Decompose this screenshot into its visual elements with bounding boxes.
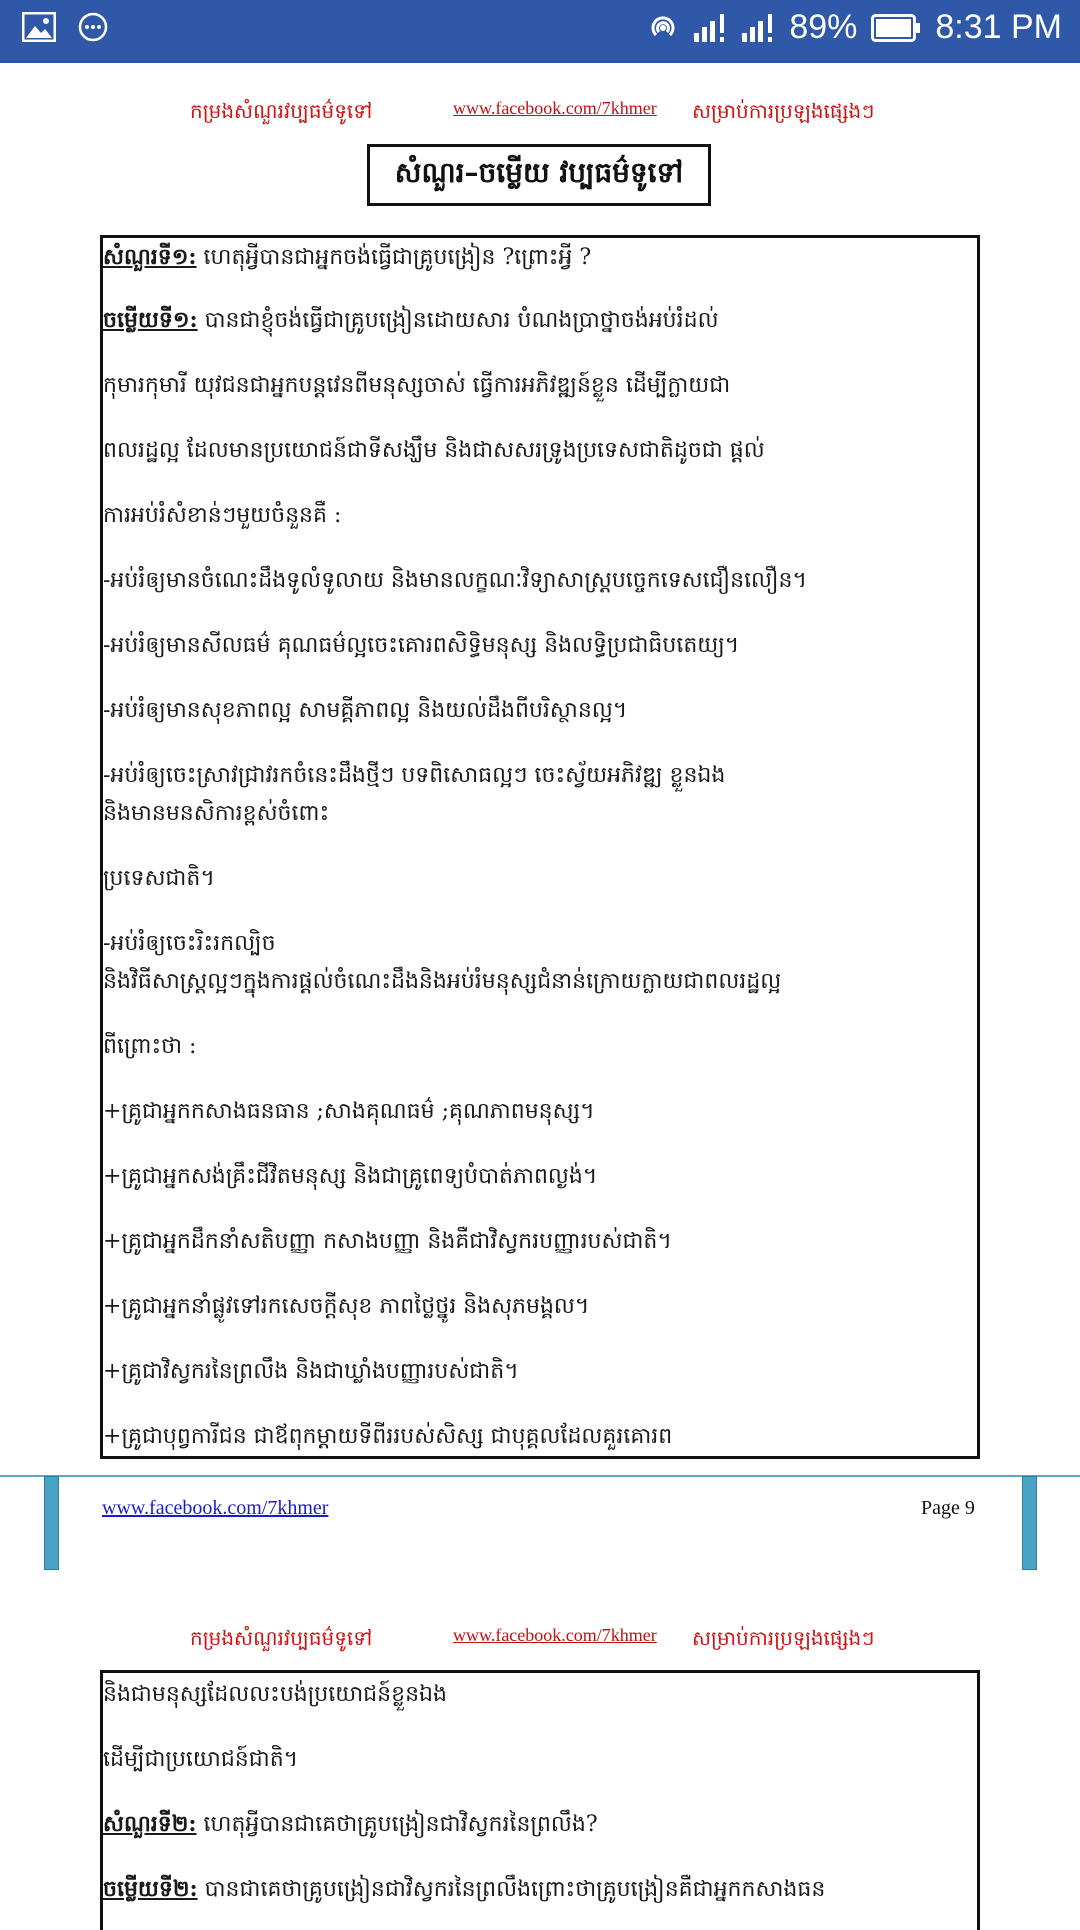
line-text: +គ្រូជាវិស្វករនៃព្រលឹង និងជាឃ្លាំងបញ្ញារបស់ជាតិ។ bbox=[103, 1359, 519, 1384]
content-box bbox=[100, 235, 980, 1459]
signal-icon bbox=[693, 13, 727, 43]
page-edge-left bbox=[44, 1476, 59, 1570]
battery-icon bbox=[871, 14, 921, 42]
line-text: -អប់រំឲ្យចេះស្រាវជ្រាវរកចំនេះដឹងថ្មីៗ បទពិសោធល្អៗ ចេះស្វ័យអភិវឌ្ឍ ខ្លួនឯង bbox=[103, 763, 726, 788]
line-text: +គ្រូជាអ្នកសង់គ្រឹះជីវិតមនុស្ស និងជាគ្រូពេទ្យបំបាត់ភាពល្ងង់។ bbox=[103, 1164, 598, 1189]
text-line bbox=[103, 243, 591, 275]
text-line bbox=[103, 371, 730, 403]
line-text: ប្រទេសជាតិ។ bbox=[103, 866, 215, 891]
status-bar bbox=[0, 0, 1080, 63]
header-subtitle: សម្រាប់ការប្រឡងផ្សេងៗ bbox=[692, 99, 875, 123]
text-line bbox=[103, 1745, 298, 1777]
header-link[interactable]: www.facebook.com/7khmer bbox=[453, 98, 657, 118]
battery-percent: 89% bbox=[789, 8, 858, 46]
line-text: +គ្រូជាអ្នកដឹកនាំសតិបញ្ញា កសាងបញ្ញា និងគឺជាវិស្វករបញ្ញារបស់ជាតិ។ bbox=[103, 1229, 672, 1254]
text-line bbox=[103, 1810, 598, 1842]
text-line bbox=[103, 306, 719, 338]
line-text: កុមារកុមារី យុវជនជាអ្នកបន្តវេនពីមនុស្សចាស់ ធ្វើការអភិវឌ្ឍន៍ខ្លួន ដើម្បីក្លាយជា bbox=[103, 373, 731, 398]
line-text: ការអប់រំសំខាន់ៗមួយចំនួនគឺ : bbox=[103, 503, 342, 528]
header-title: កម្រងសំណួរវប្បធម៌ទូទៅ bbox=[190, 99, 373, 123]
image-icon bbox=[22, 12, 56, 46]
page-divider bbox=[0, 1475, 1080, 1477]
more-icon bbox=[78, 12, 108, 46]
text-line bbox=[103, 929, 276, 961]
page-edge-right bbox=[1022, 1476, 1037, 1570]
signal-icon bbox=[741, 13, 775, 43]
question-label: សំណួរទី១: bbox=[103, 244, 197, 270]
line-text: -អប់រំឲ្យមានសីលធម៌ គុណធម៌ល្អចេះគោរពសិទ្ធិមនុស្ស និងលទ្ធិប្រជាធិបតេយ្យ។ bbox=[103, 633, 740, 658]
text-line bbox=[103, 1032, 196, 1064]
document-title: សំណួរ–ចម្លើយ វប្បធម៌ទូទៅ bbox=[367, 144, 711, 206]
line-text: +គ្រូជាបុព្វការីជន ជាឪពុកម្តាយទីពីររបស់សិស្ស ជាបុគ្គលដែលគួរគោរព bbox=[103, 1424, 673, 1449]
line-text: ពីព្រោះថា : bbox=[103, 1034, 197, 1059]
text-line bbox=[103, 696, 627, 728]
line-text: ហេតុអ្វីបានជាអ្នកចង់ធ្វើជាគ្រូបង្រៀន ?ព្រោះអ្វី ? bbox=[196, 245, 592, 270]
line-text: ពលរដ្ឋល្អ ដែលមានប្រយោជន៍ជាទីសង្ឃឹម និងជាសសរទ្រូងប្រទេសជាតិដូចជា ផ្តល់ bbox=[103, 438, 765, 463]
question-label: សំណួរទី២: bbox=[103, 1811, 197, 1837]
text-line bbox=[103, 1162, 597, 1194]
header-subtitle: សម្រាប់ការប្រឡងផ្សេងៗ bbox=[692, 1626, 875, 1650]
question-label: ចម្លើយទី១: bbox=[103, 307, 198, 333]
text-line bbox=[103, 1227, 672, 1259]
text-line bbox=[103, 1357, 519, 1389]
line-text: ដើម្បីជាប្រយោជន៍ជាតិ។ bbox=[103, 1747, 299, 1772]
header-link[interactable]: www.facebook.com/7khmer bbox=[453, 1625, 657, 1645]
line-text: -អប់រំឲ្យចេះរិះរកល្បិច bbox=[103, 931, 276, 956]
text-line bbox=[103, 967, 781, 999]
line-text: +គ្រូជាអ្នកកសាងធនធាន ;សាងគុណធម៌ ;គុណភាពមនុស្ស។ bbox=[103, 1099, 595, 1124]
line-text: ហេតុអ្វីបានជាគេថាគ្រូបង្រៀនជាវិស្វករនៃព្រលឹង? bbox=[196, 1812, 598, 1837]
line-text: -អប់រំឲ្យមានចំណេះដឹងទូលំទូលាយ និងមានលក្ខណៈវិទ្យាសាស្ត្របច្ចេកទេសជឿនលឿន។ bbox=[103, 568, 808, 593]
header-title: កម្រងសំណួរវប្បធម៌ទូទៅ bbox=[190, 1626, 373, 1650]
text-line bbox=[103, 1875, 825, 1907]
text-line bbox=[103, 566, 807, 598]
text-line bbox=[103, 631, 739, 663]
text-line bbox=[103, 1097, 595, 1129]
line-text: -អប់រំឲ្យមានសុខភាពល្អ សាមគ្គីភាពល្អ និងយល់ដឹងពីបរិស្ថានល្អ។ bbox=[103, 698, 628, 723]
page-number: Page 9 bbox=[921, 1497, 975, 1519]
text-line bbox=[103, 864, 215, 896]
text-line bbox=[103, 761, 725, 793]
text-line bbox=[103, 1292, 589, 1324]
clock: 8:31 PM bbox=[935, 8, 1062, 46]
line-text: +គ្រូជាអ្នកនាំផ្លូវទៅរកសេចក្តីសុខ ភាពថ្លៃថ្នូរ និងសុភមង្គល។ bbox=[103, 1294, 590, 1319]
line-text: និងមានមនសិការខ្ពស់ចំពោះ bbox=[103, 801, 330, 826]
line-text: បានជាខ្ញុំចង់ធ្វើជាគ្រូបង្រៀនដោយសារ បំណងប្រាថ្នាចង់អប់រំដល់ bbox=[197, 308, 719, 333]
line-text: បានជាគេថាគ្រូបង្រៀនជាវិស្វករនៃព្រលឹងព្រោះថាគ្រូបង្រៀនគឺជាអ្នកកសាងធន bbox=[197, 1877, 826, 1902]
text-line bbox=[103, 1680, 447, 1712]
question-label: ចម្លើយទី២: bbox=[103, 1876, 198, 1902]
footer-link[interactable]: www.facebook.com/7khmer bbox=[102, 1497, 329, 1519]
line-text: និងវិធីសាស្ត្រល្អៗក្នុងការផ្តល់ចំណេះដឹងនិងអប់រំមនុស្សជំនាន់ក្រោយក្លាយជាពលរដ្ឋល្អ bbox=[103, 969, 782, 994]
text-line bbox=[103, 436, 765, 468]
hotspot-icon bbox=[647, 12, 679, 44]
text-line bbox=[103, 1422, 672, 1454]
line-text: និងជាមនុស្សដែលលះបង់ប្រយោជន៍ខ្លួនឯង bbox=[103, 1682, 447, 1707]
text-line bbox=[103, 799, 329, 831]
text-line bbox=[103, 501, 341, 533]
